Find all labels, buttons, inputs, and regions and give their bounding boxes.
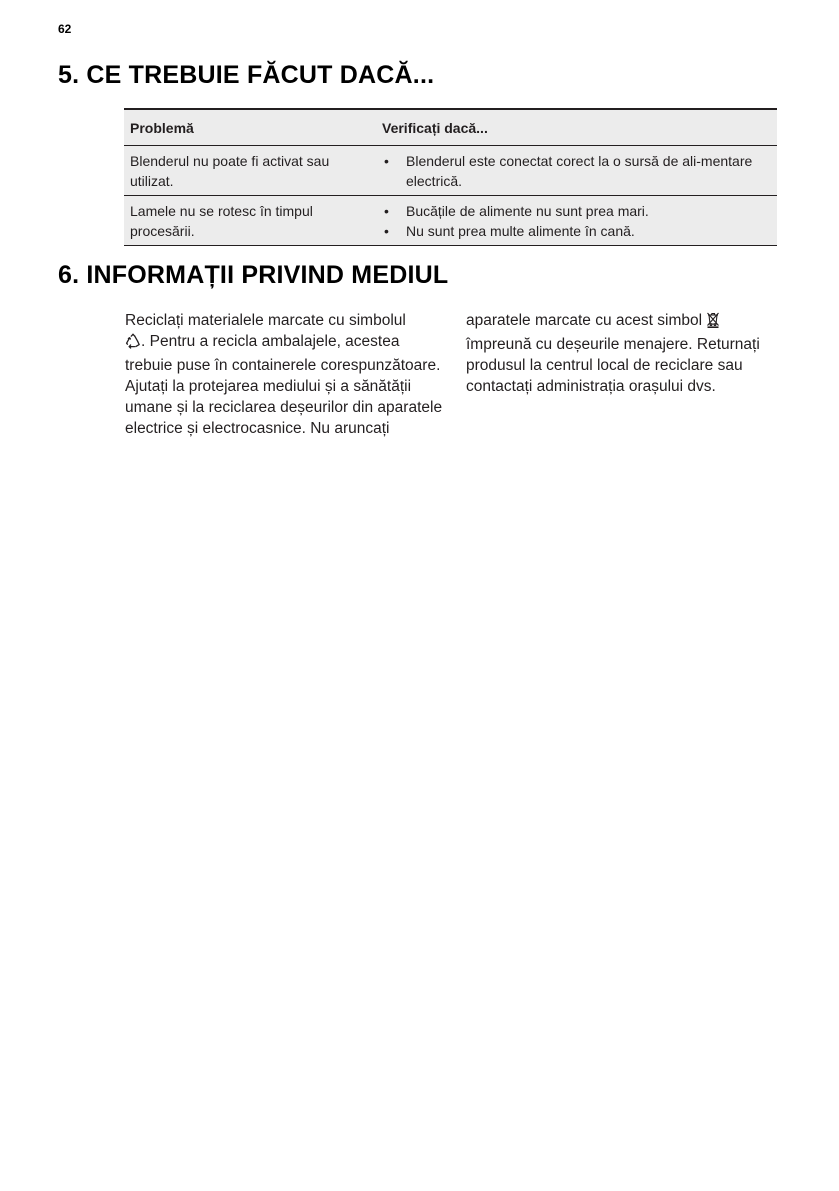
header-check: Verificați dacă...	[376, 109, 777, 146]
table-header-row	[124, 109, 777, 146]
check-item: • Bucățile de alimente nu sunt prea mari.	[382, 201, 771, 221]
crossed-bin-icon	[706, 311, 720, 334]
environment-text: . Pentru a recicla ambalajele, acestea trebuie puse în containerele corespunzătoare. Ajutați la protejarea mediului și a sănătății umane și la reciclarea deșeurilor din aparatele electrice și electrocasnice. Nu aruncați	[125, 333, 443, 437]
environment-text: împreună cu deșeurile menajere. Returnați produsul la centrul local de reciclare sau contactați administrația orașului dvs.	[466, 336, 760, 395]
header-problem: Problemă	[124, 109, 376, 146]
problem-cell: Blenderul nu poate fi activat sau utilizat.	[124, 146, 376, 196]
check-item: • Blenderul este conectat corect la o sursă de ali-mentare electrică.	[382, 151, 771, 191]
environment-text: aparatele marcate cu acest simbol	[466, 312, 703, 329]
problem-cell: Lamele nu se rotesc în timpul procesării.	[124, 196, 376, 246]
table-row	[124, 146, 777, 196]
page-number: 62	[58, 22, 72, 36]
environment-text-column-1	[125, 310, 450, 439]
recycle-icon	[125, 333, 141, 355]
section-title-environment: 6. INFORMAȚII PRIVIND MEDIUL	[58, 261, 449, 289]
check-item: • Nu sunt prea multe alimente în cană.	[382, 221, 771, 241]
table-row	[124, 196, 777, 246]
check-list	[382, 201, 771, 241]
troubleshooting-table	[124, 108, 777, 246]
section-title-troubleshooting: 5. CE TREBUIE FĂCUT DACĂ...	[58, 61, 435, 89]
environment-text: Reciclați materialele marcate cu simbolul	[125, 312, 406, 329]
check-cell	[376, 146, 777, 196]
check-cell	[376, 196, 777, 246]
check-list	[382, 151, 771, 191]
environment-text-column-2	[466, 310, 766, 397]
